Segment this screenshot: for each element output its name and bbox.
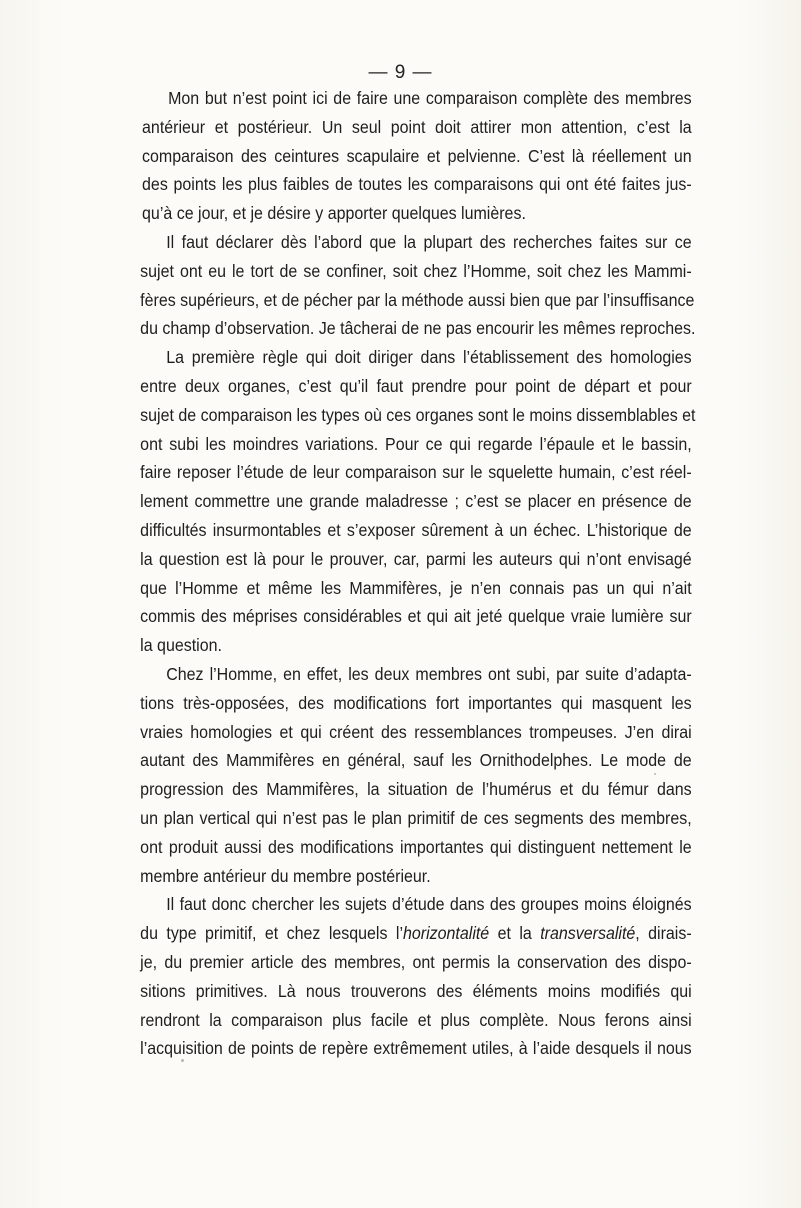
italic-term-transversalite: transversalité xyxy=(540,923,636,944)
text-line: progression des Mammifères, la situation de l’humérus et du fémur dans xyxy=(140,779,692,800)
text-line: sujet de comparaison les types où ces organes sont le moins dissemblables et xyxy=(140,404,696,425)
text-line: l’acquisition de points de repère extrêmement utiles, à l’aide desquels il nous xyxy=(140,1038,692,1059)
text-line: du champ d’observation. Je tâcherai de ne pas encourir les mêmes reproches. xyxy=(140,318,696,339)
text-line: fères supérieurs, et de pécher par la méthode aussi bien que par l’insuffisance xyxy=(140,289,695,310)
text-line: Il faut déclarer dès l’abord que la plupart des recherches faites sur ce xyxy=(166,231,692,252)
text-line: un plan vertical qui n’est pas le plan primitif de ces segments des membres, xyxy=(140,807,692,828)
paragraph-5 xyxy=(116,890,692,1063)
text-line: commis des méprises considérables et qui ait jeté quelque vraie lumière sur xyxy=(140,606,692,627)
text-line: tions très-opposées, des modifications fort importantes qui masquent les xyxy=(140,692,692,713)
paragraph-2 xyxy=(116,228,696,343)
text-line: Mon but n’est point ici de faire une comparaison complète des membres xyxy=(168,88,692,108)
text-line: sujet ont eu le tort de se confiner, soit chez l’Homme, soit chez les Mammi- xyxy=(140,260,692,281)
text-line: lement commettre une grande maladresse ; c’est se placer en présence de xyxy=(140,491,692,512)
text-line: rendront la comparaison plus facile et plus complète. Nous ferons ainsi xyxy=(140,1009,692,1030)
text-line: je, du premier article des membres, ont permis la conservation des dispo- xyxy=(140,951,692,972)
text-line-with-italics xyxy=(116,919,692,948)
text-line: des points les plus faibles de toutes les comparaisons qui ont été faites jus- xyxy=(142,174,692,195)
text-line: qu’à ce jour, et je désire y apporter quelques lumières. xyxy=(142,203,526,224)
paragraph-1 xyxy=(116,84,692,228)
text-line: La première règle qui doit diriger dans l’établissement des homologies xyxy=(166,347,692,368)
text-line: Chez l’Homme, en effet, les deux membres ont subi, par suite d’adapta- xyxy=(166,663,692,684)
text-line: que l’Homme et même les Mammifères, je n’en connais pas un qui n’ait xyxy=(140,577,692,598)
page-number: — 9 — xyxy=(368,62,433,83)
text-line: faire reposer l’étude de leur comparaison sur le squelette humain, c’est réel- xyxy=(140,462,692,483)
paper-speck xyxy=(181,1059,184,1062)
text-fragment: et la xyxy=(489,923,541,944)
text-line: antérieur et postérieur. Un seul point doit attirer mon attention, c’est la xyxy=(142,116,692,137)
text-line: la question est là pour le prouver, car, parmi les auteurs qui n’ont envisagé xyxy=(140,548,692,569)
text-fragment: du type primitif, et chez lesquels l’ xyxy=(140,923,404,944)
text-line: vraies homologies et qui créent des ressemblances trompeuses. J’en dirai xyxy=(140,721,692,742)
text-line: ont produit aussi des modifications importantes qui distinguent nettement le xyxy=(140,836,692,857)
italic-term-horizontalite: horizontalité xyxy=(403,923,490,944)
paper-speck xyxy=(654,773,656,775)
text-line: autant des Mammifères en général, sauf les Ornithodelphes. Le mode de xyxy=(140,750,692,771)
paragraph-3 xyxy=(116,343,696,660)
text-line: membre antérieur du membre postérieur. xyxy=(140,865,431,886)
paragraph-4 xyxy=(116,660,692,890)
text-line: sitions primitives. Là nous trouverons des éléments moins modifiés qui xyxy=(140,980,692,1001)
text-line: la question. xyxy=(140,635,222,656)
text-line: ont subi les moindres variations. Pour ce qui regarde l’épaule et le bassin, xyxy=(140,433,692,454)
text-line: entre deux organes, c’est qu’il faut prendre pour point de départ et pour xyxy=(140,375,692,396)
body-text xyxy=(116,84,696,1063)
text-line: comparaison des ceintures scapulaire et pelvienne. C’est là réellement un xyxy=(142,145,692,166)
text-line: Il faut donc chercher les sujets d’étude dans des groupes moins éloignés xyxy=(166,894,692,915)
text-fragment: , dirais- xyxy=(635,923,692,944)
text-line: difficultés insurmontables et s’exposer sûrement à un échec. L’historique de xyxy=(140,519,692,540)
